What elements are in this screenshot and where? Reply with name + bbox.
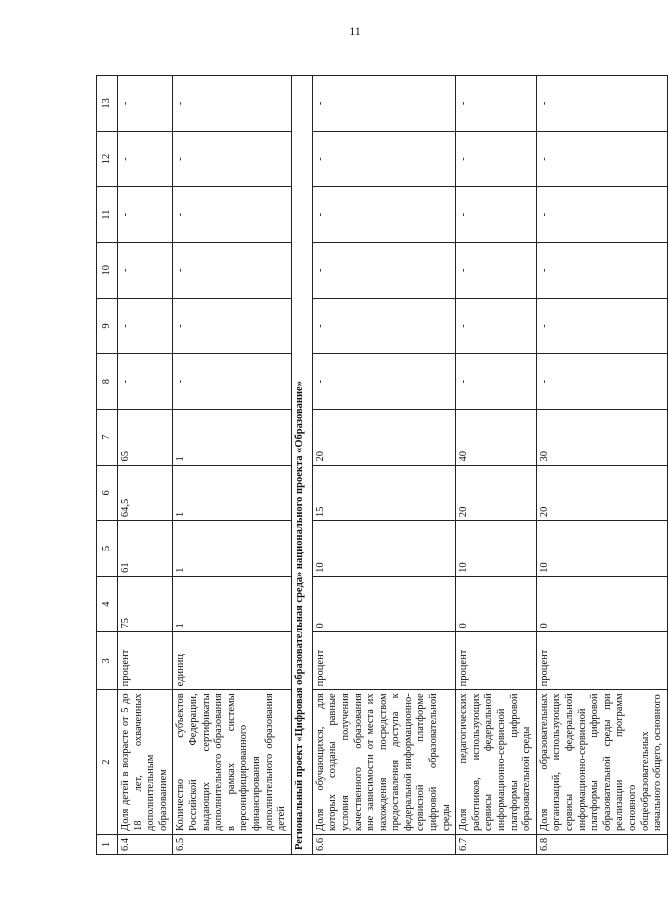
table-row [312,76,456,855]
section-heading-row [291,76,312,855]
row-number: 6.4 [118,834,173,854]
value-cell: - [312,354,456,410]
value-cell: - [536,76,667,132]
column-header: 12 [97,131,118,187]
value-cell: - [536,131,667,187]
value-cell: - [536,242,667,298]
value-cell: 0 [536,576,667,632]
value-cell: - [312,242,456,298]
column-header: 11 [97,187,118,243]
value-cell: - [456,76,537,132]
value-cell: - [173,298,291,354]
value-cell: - [312,298,456,354]
column-header: 9 [97,298,118,354]
value-cell: 75 [118,576,173,632]
value-cell: 61 [118,521,173,577]
indicator-name: Доля детей в возрасте от 5 до 18 лет, охваченных дополнительным образованием [118,690,173,835]
value-cell: - [173,76,291,132]
column-header: 5 [97,521,118,577]
value-cell: 65 [118,409,173,465]
value-cell: 0 [456,576,537,632]
table-row [173,76,291,855]
column-header: 8 [97,354,118,410]
value-cell: 1 [173,409,291,465]
indicator-name: Количество субъектов Российской Федерации, выдающих сертификаты дополнительного образования в рамках системы персонифицированного финансирования дополнительного образования детей [173,690,291,835]
value-cell: - [536,298,667,354]
indicator-name: Доля обучающихся, для которых созданы равные условия получения качественного образования вне зависимости от места их нахождения посредством предоставления доступа к федеральной информационно-сервисной платформе цифровой образовательной среды [312,690,456,835]
row-number: 6.8 [536,834,667,854]
indicators-table [96,75,668,855]
table-header-row [97,76,118,855]
value-cell: 64,5 [118,465,173,521]
unit-cell: единиц [173,632,291,690]
table-row [456,76,537,855]
value-cell: - [536,187,667,243]
value-cell: - [118,242,173,298]
unit-cell: процент [312,632,456,690]
value-cell: - [456,131,537,187]
unit-cell: процент [456,632,537,690]
value-cell: - [118,187,173,243]
page-number: 11 [349,24,361,38]
value-cell: 15 [312,465,456,521]
value-cell: - [456,242,537,298]
value-cell: - [456,298,537,354]
value-cell: 10 [312,521,456,577]
section-title: Региональный проект «Цифровая образовательная среда» национального проекта «Образование» [291,76,312,855]
value-cell: - [173,187,291,243]
value-cell: - [173,354,291,410]
value-cell: 1 [173,521,291,577]
value-cell: - [312,76,456,132]
value-cell: - [536,354,667,410]
column-header: 7 [97,409,118,465]
column-header: 10 [97,242,118,298]
value-cell: - [118,131,173,187]
column-header: 2 [97,690,118,835]
value-cell: - [456,354,537,410]
value-cell: 1 [173,465,291,521]
indicator-name: Доля образовательных организаций, использующих сервисы федеральной информационно-сервисной платформы цифровой образовательной среды при реализации программ основного общеобразовательных начального общего, основного [536,690,667,835]
value-cell: 10 [536,521,667,577]
row-number: 6.5 [173,834,291,854]
table-row [118,76,173,855]
row-number: 6.7 [456,834,537,854]
column-header: 6 [97,465,118,521]
value-cell: 20 [456,465,537,521]
row-number: 6.6 [312,834,456,854]
table-row [536,76,667,855]
column-header: 13 [97,76,118,132]
value-cell: 30 [536,409,667,465]
column-header: 3 [97,632,118,690]
unit-cell: процент [536,632,667,690]
value-cell: - [118,354,173,410]
value-cell: - [173,242,291,298]
value-cell: 40 [456,409,537,465]
value-cell: - [456,187,537,243]
value-cell: 20 [312,409,456,465]
value-cell: 10 [456,521,537,577]
value-cell: 0 [312,576,456,632]
value-cell: 1 [173,576,291,632]
column-header: 4 [97,576,118,632]
value-cell: - [118,76,173,132]
value-cell: - [173,131,291,187]
value-cell: 20 [536,465,667,521]
column-header: 1 [97,834,118,854]
value-cell: - [118,298,173,354]
value-cell: - [312,131,456,187]
value-cell: - [312,187,456,243]
indicators-table-rotated [96,75,664,855]
unit-cell: процент [118,632,173,690]
indicator-name: Доля педагогических работников, использующих сервисы федеральной информационно-сервисной платформы цифровой образовательной среды [456,690,537,835]
